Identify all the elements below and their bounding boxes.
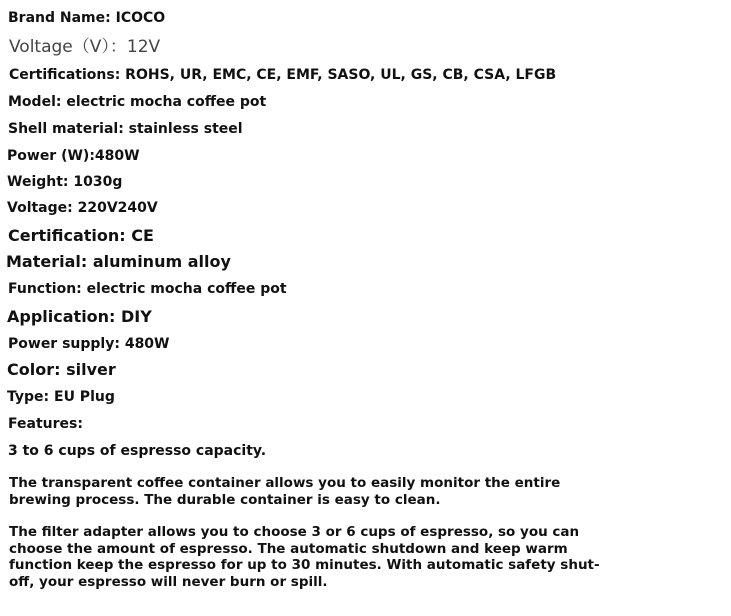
brand-name: Brand Name: ICOCO xyxy=(8,10,166,26)
certifications: Certifications: ROHS, UR, EMC, CE, EMF, SASO, UL, GS, CB, CSA, LFGB xyxy=(9,67,557,83)
application: Application: DIY xyxy=(7,307,152,326)
power-supply: Power supply: 480W xyxy=(8,336,170,352)
feature-capacity: 3 to 6 cups of espresso capacity. xyxy=(8,443,267,459)
power: Power (W):480W xyxy=(7,148,140,164)
material: Material: aluminum alloy xyxy=(6,252,231,271)
function: Function: electric mocha coffee pot xyxy=(8,281,287,297)
certification: Certification: CE xyxy=(8,226,154,245)
weight: Weight: 1030g xyxy=(7,174,123,190)
color: Color: silver xyxy=(7,360,116,379)
model: Model: electric mocha coffee pot xyxy=(8,94,267,110)
type: Type: EU Plug xyxy=(7,389,115,405)
voltage-12v: Voltage（V）：12V xyxy=(9,37,161,57)
features-heading: Features: xyxy=(8,416,83,432)
voltage: Voltage: 220V240V xyxy=(7,200,158,216)
shell-material: Shell material: stainless steel xyxy=(8,121,243,137)
feature-paragraph-filter: The filter adapter allows you to choose 3 or 6 cups of espresso, so you can choose the amount of espresso. The automatic shutdown and keep warm function keep the espresso for up to 30 minutes. With automatic safety shut-off, your espresso will never burn or spill. xyxy=(9,524,600,590)
feature-paragraph-container: The transparent coffee container allows you to easily monitor the entire brewing process. The durable container is easy to clean. xyxy=(9,475,561,508)
